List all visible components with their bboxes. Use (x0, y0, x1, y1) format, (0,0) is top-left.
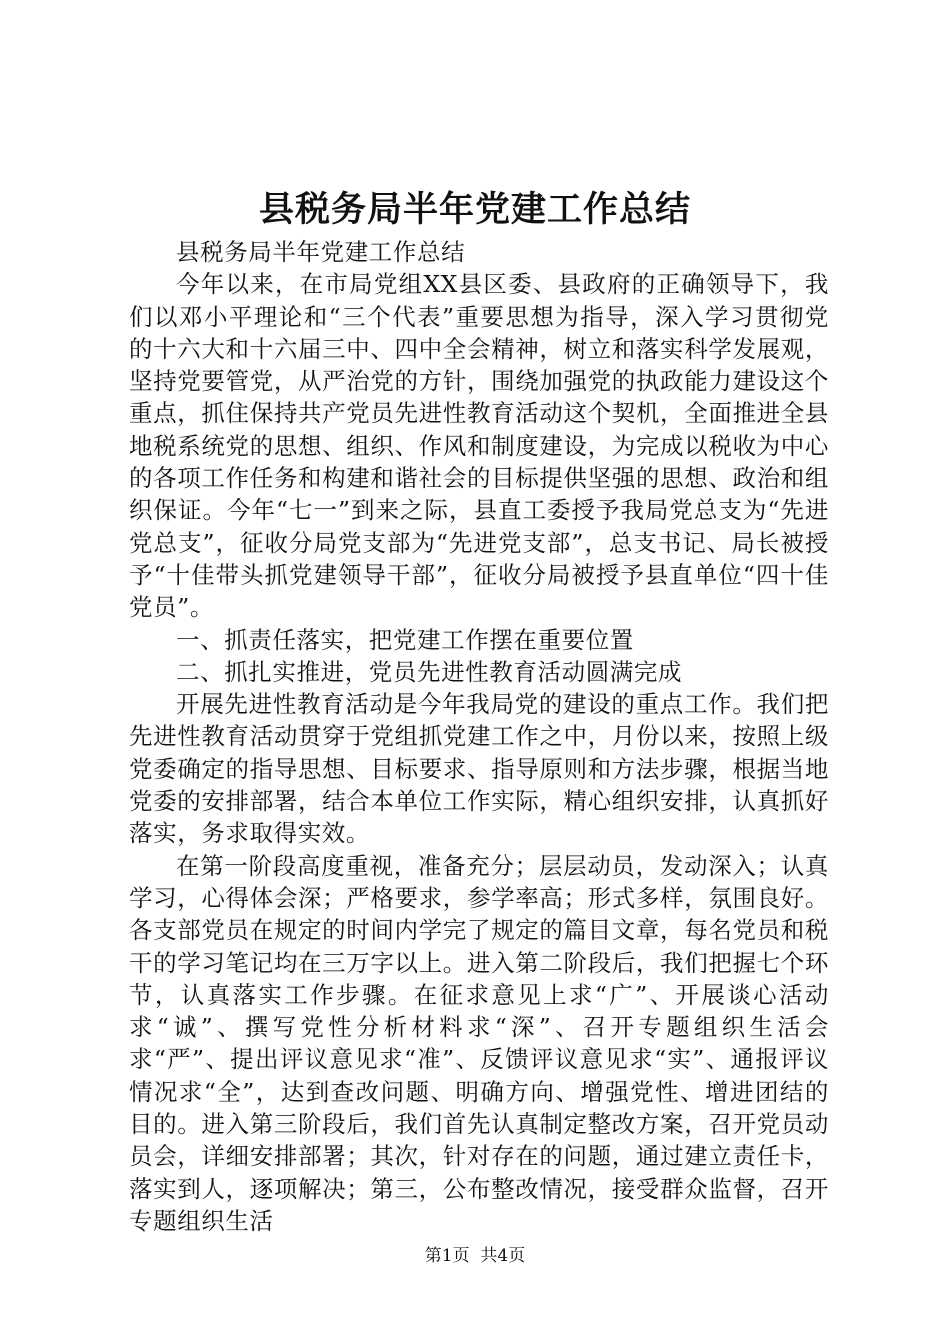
body-paragraph-intro: 今年以来，在市局党组XX县区委、县政府的正确领导下，我们以邓小平理论和“三个代表”重要思想为指导，深入学习贯彻党的十六大和十六届三中、四中全会精神，树立和落实科学发展观，坚持党要管党，从严治党的方针，围绕加强党的执政能力建设这个重点，抓住保持共产党员先进性教育活动这个契机，全面推进全县地税系统党的思想、组织、作风和制度建设，为完成以税收为中心的各项工作任务和构建和谐社会的目标提供坚强的思想、政治和组织保证。今年“七一”到来之际，县直工委授予我局党总支为“先进党总支”，征收分局党支部为“先进党支部”，总支书记、局长被授予“十佳带头抓党建领导干部”，征收分局被授予县直单位“四十佳党员”。 (129, 270, 829, 622)
section-heading-1: 一、抓责任落实，把党建工作摆在重要位置 (176, 625, 634, 654)
page-total: 共4页 (480, 1246, 526, 1266)
document-body (129, 236, 829, 1237)
body-paragraph-education: 开展先进性教育活动是今年我局党的建设的重点工作。我们把先进性教育活动贯穿于党组抓党建工作之中，月份以来，按照上级党委确定的指导思想、目标要求、指导原则和方法步骤，根据当地党委的安排部署，结合本单位工作实际，精心组织安排，认真抓好落实，务求取得实效。 (129, 690, 829, 848)
section-heading-2: 二、抓扎实推进，党员先进性教育活动圆满完成 (176, 657, 683, 686)
page-footer (0, 1244, 950, 1268)
page-number: 第1页 (424, 1246, 470, 1266)
body-paragraph-subtitle: 县税务局半年党建工作总结 (176, 238, 466, 266)
body-paragraph-stages: 在第一阶段高度重视，准备充分；层层动员，发动深入；认真学习，心得体会深；严格要求，参学率高；形式多样，氛围良好。各支部党员在规定的时间内学完了规定的篇目文章，每名党员和税干的学习笔记均在三万字以上。进入第二阶段后，我们把握七个环节，认真落实工作步骤。在征求意见上求“广”、开展谈心活动求“诚”、撰写党性分析材料求“深”、召开专题组织生活会求“严”、提出评议意见求“准”、反馈评议意见求“实”、通报评议情况求“全”，达到查改问题、明确方向、增强党性、增进团结的目的。进入第三阶段后，我们首先认真制定整改方案，召开党员动员会，详细安排部署；其次，针对存在的问题，通过建立责任卡，落实到人，逐项解决；第三，公布整改情况，接受群众监督，召开专题组织生活 (129, 851, 829, 1235)
document-title: 县税务局半年党建工作总结 (258, 189, 691, 230)
